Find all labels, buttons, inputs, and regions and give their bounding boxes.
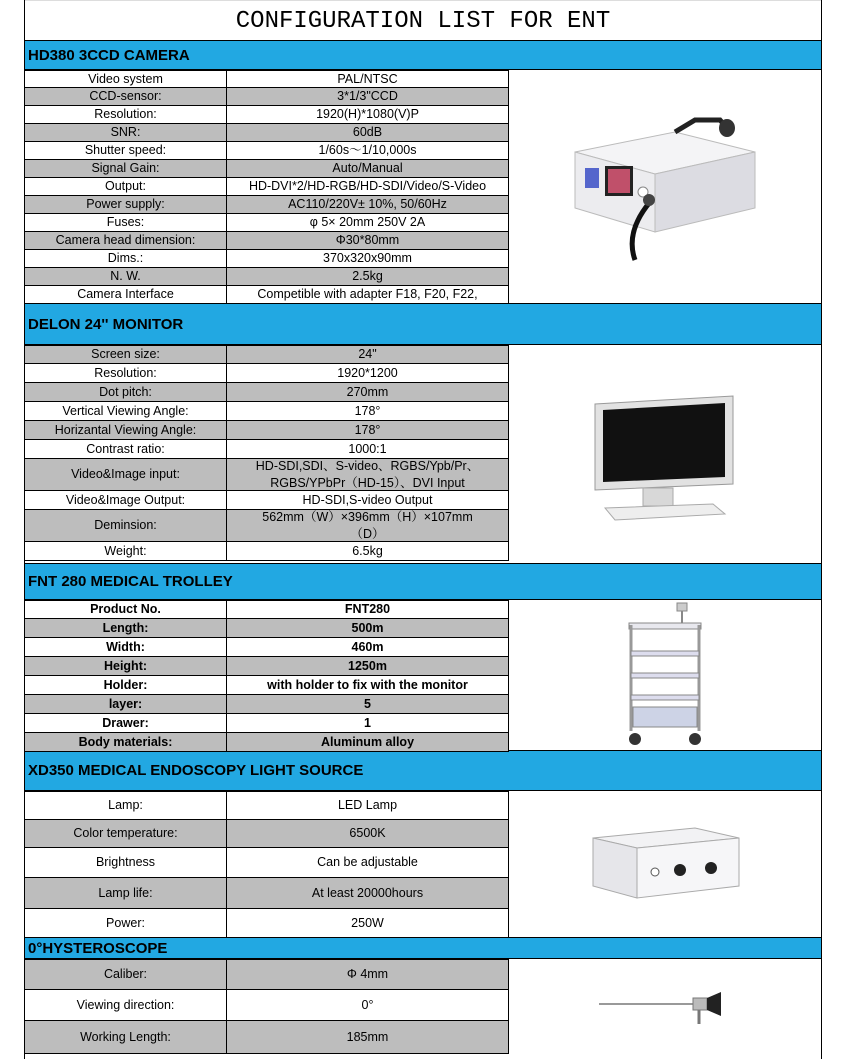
spec-value-line: （D）	[350, 526, 385, 541]
spec-value	[227, 402, 509, 420]
spec-value-line: 460m	[351, 639, 384, 654]
spec-label: Resolution:	[25, 364, 227, 382]
spec-row	[25, 491, 509, 510]
spec-value	[227, 695, 509, 713]
spec-row	[25, 733, 509, 752]
hysteroscope-image	[509, 959, 821, 1057]
spec-value	[227, 286, 509, 303]
spec-value	[227, 714, 509, 732]
spec-value	[227, 71, 509, 87]
spec-row	[25, 459, 509, 491]
spec-row	[25, 695, 509, 714]
spec-row	[25, 124, 509, 142]
spec-value	[227, 733, 509, 751]
spec-value-line: Competible with adapter F18, F20, F22,	[257, 287, 478, 302]
spec-row	[25, 106, 509, 124]
spec-label: Video system	[25, 71, 227, 87]
spec-label: Signal Gain:	[25, 160, 227, 177]
spec-row	[25, 268, 509, 286]
spec-label: Horizantal Viewing Angle:	[25, 421, 227, 439]
spec-row	[25, 142, 509, 160]
spec-value	[227, 268, 509, 285]
spec-value-line: 1250m	[348, 658, 387, 673]
spec-value	[227, 232, 509, 249]
spec-value-line: Aluminum alloy	[320, 734, 415, 749]
spec-row	[25, 848, 509, 878]
spec-row	[25, 510, 509, 542]
spec-value	[227, 214, 509, 231]
spec-value	[227, 421, 509, 439]
spec-label: Video&Image input:	[25, 459, 227, 490]
spec-row	[25, 440, 509, 459]
monitor-image	[509, 345, 821, 563]
spec-value	[227, 542, 509, 560]
spec-row	[25, 714, 509, 733]
spec-value	[227, 820, 509, 847]
spec-value-line: 178°	[354, 422, 381, 437]
spec-label: Video&Image Output:	[25, 491, 227, 509]
spec-value	[227, 364, 509, 382]
spec-label: Holder:	[25, 676, 227, 694]
spec-value-line: Auto/Manual	[332, 161, 403, 176]
spec-value	[227, 601, 509, 618]
spec-value	[227, 676, 509, 694]
spec-value	[227, 106, 509, 123]
spec-row	[25, 657, 509, 676]
spec-row	[25, 178, 509, 196]
spec-value	[227, 196, 509, 213]
spec-label: Caliber:	[25, 960, 227, 989]
section-heading-camera: HD380 3CCD CAMERA	[25, 40, 821, 70]
spec-label: Camera head dimension:	[25, 232, 227, 249]
spec-value	[227, 124, 509, 141]
spec-value-line: 0°	[361, 997, 374, 1012]
spec-row	[25, 160, 509, 178]
spec-label: Body materials:	[25, 733, 227, 751]
spec-value-line: with holder to fix with the monitor	[267, 677, 468, 692]
spec-row	[25, 70, 509, 88]
spec-value-line: 500m	[351, 620, 384, 635]
spec-value-line: 2.5kg	[352, 269, 383, 284]
spec-label: Product No.	[25, 601, 227, 618]
spec-label: CCD-sensor:	[25, 88, 227, 105]
spec-value	[227, 792, 509, 819]
spec-value	[227, 638, 509, 656]
spec-label: Power supply:	[25, 196, 227, 213]
spec-value-line: 1	[364, 715, 371, 730]
spec-row	[25, 959, 509, 990]
spec-value-line: Can be adjustable	[317, 855, 418, 870]
spec-row	[25, 638, 509, 657]
spec-row	[25, 232, 509, 250]
spec-row	[25, 878, 509, 909]
spec-value	[227, 1021, 509, 1053]
spec-row	[25, 214, 509, 232]
section-heading-light-source: XD350 MEDICAL ENDOSCOPY LIGHT SOURCE	[25, 750, 821, 791]
spec-row	[25, 990, 509, 1021]
page-title: CONFIGURATION LIST FOR ENT	[25, 0, 821, 41]
spec-label: Resolution:	[25, 106, 227, 123]
spec-label: Camera Interface	[25, 286, 227, 303]
spec-value-line: 185mm	[346, 1029, 389, 1044]
spec-value	[227, 178, 509, 195]
spec-value-line: 370x320x90mm	[323, 251, 412, 266]
light-source-image	[509, 791, 821, 937]
spec-label: Vertical Viewing Angle:	[25, 402, 227, 420]
spec-row	[25, 791, 509, 820]
spec-value	[227, 990, 509, 1020]
spec-label: Shutter speed:	[25, 142, 227, 159]
spec-row	[25, 909, 509, 938]
spec-label: Screen size:	[25, 346, 227, 363]
spec-value-line: 1920*1200	[337, 365, 398, 380]
spec-value	[227, 848, 509, 877]
trolley-image	[509, 600, 821, 750]
spec-row	[25, 345, 509, 364]
spec-value-line: LED Lamp	[337, 798, 398, 813]
spec-value	[227, 491, 509, 509]
spec-label: Working Length:	[25, 1021, 227, 1053]
spec-label: Fuses:	[25, 214, 227, 231]
spec-value	[227, 440, 509, 458]
spec-row	[25, 196, 509, 214]
spec-value-line: Φ 4mm	[346, 967, 389, 982]
spec-value	[227, 346, 509, 363]
spec-value-line: HD-DVI*2/HD-RGB/HD-SDI/Video/S-Video	[248, 179, 487, 194]
spec-label: SNR:	[25, 124, 227, 141]
spec-value-line: 1/60s～1/10,000s	[318, 143, 417, 158]
spec-value-line: 60dB	[352, 125, 383, 140]
spec-value-line: 270mm	[346, 384, 389, 399]
spec-value-line: 5	[364, 696, 371, 711]
spec-label: Dot pitch:	[25, 383, 227, 401]
section-heading-trolley: FNT 280 MEDICAL TROLLEY	[25, 563, 821, 600]
camera-image	[509, 70, 821, 304]
spec-label: Color temperature:	[25, 820, 227, 847]
spec-row	[25, 542, 509, 561]
section-heading-monitor: DELON 24'' MONITOR	[25, 303, 821, 345]
spec-label: Brightness	[25, 848, 227, 877]
spec-label: Power:	[25, 909, 227, 937]
spec-value-line: 1000:1	[348, 441, 387, 456]
spec-value	[227, 383, 509, 401]
spec-row	[25, 383, 509, 402]
spec-value-line: At least 20000hours	[311, 885, 424, 900]
spec-value-line: HD-SDI,S-video Output	[302, 492, 433, 507]
spec-row	[25, 1021, 509, 1054]
spec-value-line: 3*1/3"CCD	[337, 89, 398, 104]
spec-label: Dims.:	[25, 250, 227, 267]
spec-value-line: 178°	[354, 403, 381, 418]
spec-value	[227, 960, 509, 989]
spec-value	[227, 909, 509, 937]
spec-value-line: φ 5× 20mm 250V 2A	[309, 215, 426, 230]
spec-value	[227, 878, 509, 908]
spec-value-line: 250W	[351, 915, 384, 930]
spec-label: Drawer:	[25, 714, 227, 732]
section-heading-hysteroscope: 0°HYSTEROSCOPE	[25, 937, 821, 959]
spec-value	[227, 459, 509, 490]
spec-value	[227, 88, 509, 105]
spec-label: Height:	[25, 657, 227, 675]
spec-value	[227, 160, 509, 177]
spec-row	[25, 286, 509, 304]
spec-value	[227, 619, 509, 637]
spec-value	[227, 250, 509, 267]
spec-value-line: 562mm（W）×396mm（H）×107mm	[262, 510, 473, 525]
spec-value-line: RGBS/YPbPr（HD-15）、DVI Input	[270, 475, 465, 490]
spec-row	[25, 619, 509, 638]
spec-row	[25, 421, 509, 440]
spec-row	[25, 820, 509, 848]
spec-label: N. W.	[25, 268, 227, 285]
spec-value-line: PAL/NTSC	[337, 71, 398, 86]
spec-label: layer:	[25, 695, 227, 713]
spec-label: Weight:	[25, 542, 227, 560]
spec-label: Contrast ratio:	[25, 440, 227, 458]
spec-label: Length:	[25, 619, 227, 637]
configuration-sheet	[24, 0, 822, 1059]
spec-row	[25, 88, 509, 106]
spec-row	[25, 676, 509, 695]
spec-value-line: 1920(H)*1080(V)P	[316, 107, 419, 122]
spec-value-line: FNT280	[344, 602, 391, 617]
spec-value-line: AC110/220V± 10%, 50/60Hz	[288, 197, 447, 212]
spec-value-line: Φ30*80mm	[335, 233, 400, 248]
spec-value	[227, 657, 509, 675]
spec-value-line: 6500K	[349, 826, 386, 841]
spec-value	[227, 142, 509, 159]
spec-label: Lamp life:	[25, 878, 227, 908]
spec-row	[25, 250, 509, 268]
spec-label: Output:	[25, 178, 227, 195]
spec-row	[25, 600, 509, 619]
spec-row	[25, 364, 509, 383]
spec-row	[25, 402, 509, 421]
spec-label: Width:	[25, 638, 227, 656]
spec-label: Viewing direction:	[25, 990, 227, 1020]
spec-label: Deminsion:	[25, 510, 227, 541]
spec-value-line: HD-SDI,SDI、S-video、RGBS/Ypb/Pr、	[255, 459, 480, 474]
spec-value-line: 24"	[358, 347, 377, 362]
spec-label: Lamp:	[25, 792, 227, 819]
spec-value-line: 6.5kg	[352, 543, 383, 558]
spec-value	[227, 510, 509, 541]
